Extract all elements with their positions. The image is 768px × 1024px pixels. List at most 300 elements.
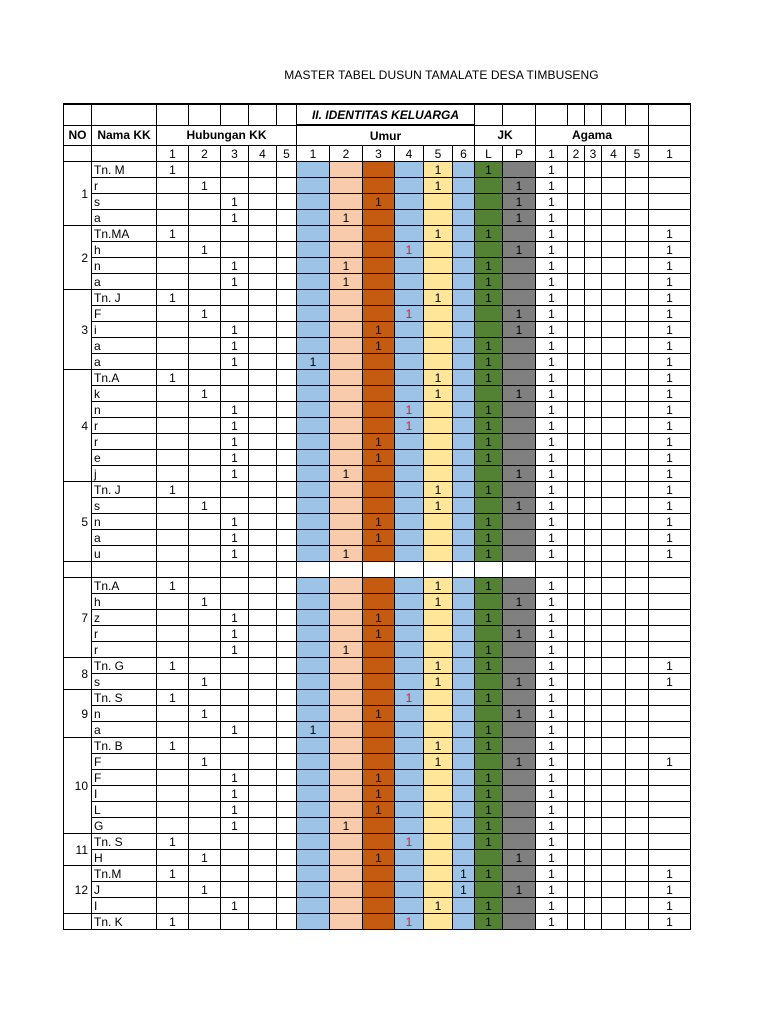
jk-p-cell [503, 834, 536, 850]
umur-cell [297, 610, 330, 626]
jk-l-cell [475, 498, 503, 514]
hubungan-cell [189, 578, 221, 594]
umur-cell [453, 498, 475, 514]
hubungan-cell [249, 610, 277, 626]
hubungan-cell [157, 642, 189, 658]
member-name: a [92, 338, 157, 354]
member-name: Tn.A [92, 370, 157, 386]
agama-cell [585, 402, 602, 418]
agama-cell: 1 [536, 210, 568, 226]
agama-cell [626, 690, 649, 706]
agama-cell [602, 610, 626, 626]
agama-cell [602, 722, 626, 738]
hubungan-cell [157, 674, 189, 690]
empty-cell [277, 562, 297, 578]
hubungan-cell [157, 306, 189, 322]
hubungan-cell [189, 914, 221, 930]
umur-cell [363, 354, 395, 370]
umur-cell [363, 418, 395, 434]
agama-cell [602, 658, 626, 674]
umur-cell: 1 [363, 514, 395, 530]
umur-cell [453, 306, 475, 322]
hubungan-cell [189, 802, 221, 818]
jk-p-cell [503, 786, 536, 802]
hubungan-cell [277, 802, 297, 818]
umur-cell [424, 322, 453, 338]
agama-cell [585, 754, 602, 770]
agama-cell [585, 802, 602, 818]
agama-cell [585, 290, 602, 306]
agama-cell [585, 578, 602, 594]
umur-cell: 1 [297, 722, 330, 738]
extra-cell [649, 642, 691, 658]
umur-cell [453, 258, 475, 274]
umur-cell [424, 258, 453, 274]
hubungan-cell [157, 786, 189, 802]
jk-l-cell: 1 [475, 530, 503, 546]
hubungan-cell [277, 274, 297, 290]
empty-cell [249, 562, 277, 578]
umur-cell [297, 482, 330, 498]
empty-cell [330, 562, 363, 578]
hubungan-cell [189, 482, 221, 498]
umur-cell [424, 546, 453, 562]
umur-cell: 1 [330, 818, 363, 834]
agama-cell [626, 850, 649, 866]
hubungan-cell [277, 402, 297, 418]
hubungan-cell [249, 370, 277, 386]
agama-cell: 1 [536, 594, 568, 610]
hubungan-cell [277, 914, 297, 930]
agama-cell: 1 [536, 834, 568, 850]
agama-cell [626, 530, 649, 546]
agama-cell [568, 850, 585, 866]
umur-cell [330, 882, 363, 898]
umur-cell [297, 834, 330, 850]
table-row [64, 834, 691, 850]
hubungan-cell [277, 450, 297, 466]
hubungan-cell [221, 706, 249, 722]
hubungan-cell [249, 802, 277, 818]
umur-cell [395, 754, 424, 770]
agama-cell [626, 866, 649, 882]
agama-cell [626, 898, 649, 914]
agama-cell [602, 178, 626, 194]
hubungan-cell [189, 722, 221, 738]
jk-p-cell [503, 434, 536, 450]
agama-cell [585, 242, 602, 258]
umur-cell: 1 [424, 674, 453, 690]
extra-cell: 1 [649, 258, 691, 274]
hubungan-cell [157, 258, 189, 274]
empty-cell [221, 562, 249, 578]
agama-cell [626, 226, 649, 242]
agama-cell [585, 690, 602, 706]
umur-cell [330, 658, 363, 674]
umur-cell: 1 [363, 850, 395, 866]
umur-cell: 1 [363, 530, 395, 546]
umur-cell [424, 242, 453, 258]
member-name: u [92, 546, 157, 562]
umur-cell [424, 690, 453, 706]
umur-cell: 1 [424, 754, 453, 770]
jk-l-cell: 1 [475, 338, 503, 354]
hubungan-cell [249, 882, 277, 898]
agama-cell [568, 658, 585, 674]
umur-cell [363, 466, 395, 482]
hubungan-cell [157, 770, 189, 786]
hubungan-cell: 1 [189, 594, 221, 610]
hubungan-cell [157, 818, 189, 834]
hubungan-cell [249, 322, 277, 338]
table-row [64, 370, 691, 386]
table-row [64, 178, 691, 194]
hubungan-cell [249, 546, 277, 562]
hubungan-cell [277, 530, 297, 546]
hubungan-cell [277, 162, 297, 178]
agama-cell [602, 706, 626, 722]
table-row [64, 258, 691, 274]
agama-cell: 1 [536, 674, 568, 690]
agama-cell [626, 418, 649, 434]
umur-cell [297, 914, 330, 930]
umur-cell [453, 418, 475, 434]
agama-cell [626, 178, 649, 194]
jk-p-cell [503, 914, 536, 930]
umur-cell [297, 706, 330, 722]
member-name: z [92, 610, 157, 626]
agama-cell [568, 210, 585, 226]
hubungan-cell [157, 514, 189, 530]
table-row [64, 338, 691, 354]
umur-cell [363, 882, 395, 898]
umur-cell [424, 402, 453, 418]
hubungan-cell [277, 754, 297, 770]
umur-cell [395, 210, 424, 226]
umur-cell [453, 210, 475, 226]
table-row [64, 162, 691, 178]
jk-p-cell: 1 [503, 194, 536, 210]
umur-cell [453, 226, 475, 242]
extra-cell [649, 210, 691, 226]
umur-cell [363, 370, 395, 386]
hubungan-cell [157, 322, 189, 338]
agama-cell [585, 482, 602, 498]
hubungan-cell: 1 [221, 418, 249, 434]
umur-cell: 1 [363, 626, 395, 642]
hubungan-cell: 1 [157, 690, 189, 706]
hubungan-cell: 1 [221, 642, 249, 658]
agama-cell [602, 194, 626, 210]
extra-cell: 1 [649, 658, 691, 674]
hubungan-cell [277, 306, 297, 322]
agama-cell: 1 [536, 754, 568, 770]
family-number: 12 [64, 866, 92, 914]
column-number: 4 [602, 146, 626, 162]
umur-cell [453, 322, 475, 338]
hubungan-cell: 1 [221, 466, 249, 482]
umur-cell [453, 338, 475, 354]
agama-cell [626, 210, 649, 226]
hubungan-cell [249, 530, 277, 546]
agama-cell [602, 546, 626, 562]
member-name: s [92, 674, 157, 690]
agama-cell: 1 [536, 370, 568, 386]
hubungan-cell [277, 674, 297, 690]
hubungan-cell [157, 418, 189, 434]
hubungan-cell [221, 866, 249, 882]
hubungan-cell [221, 498, 249, 514]
agama-cell [626, 594, 649, 610]
hubungan-cell [221, 674, 249, 690]
agama-cell [568, 610, 585, 626]
hubungan-cell [249, 338, 277, 354]
umur-cell: 1 [297, 354, 330, 370]
column-number: 3 [363, 146, 395, 162]
umur-cell [395, 738, 424, 754]
hubungan-cell [189, 434, 221, 450]
extra-cell: 1 [649, 338, 691, 354]
agama-cell: 1 [536, 306, 568, 322]
table-row [64, 450, 691, 466]
agama-cell [626, 754, 649, 770]
member-name: h [92, 242, 157, 258]
umur-cell [330, 786, 363, 802]
agama-cell [626, 306, 649, 322]
umur-cell [424, 834, 453, 850]
umur-cell [424, 914, 453, 930]
empty-cell [157, 562, 189, 578]
column-number: L [475, 146, 503, 162]
member-name: G [92, 818, 157, 834]
agama-cell [602, 818, 626, 834]
umur-cell [395, 626, 424, 642]
umur-cell: 1 [395, 242, 424, 258]
umur-cell [330, 834, 363, 850]
umur-cell [363, 178, 395, 194]
umur-cell [395, 162, 424, 178]
hubungan-cell [277, 178, 297, 194]
agama-cell [568, 530, 585, 546]
column-number: 6 [453, 146, 475, 162]
umur-cell: 1 [424, 578, 453, 594]
agama-cell [626, 498, 649, 514]
jk-l-cell: 1 [475, 162, 503, 178]
umur-cell [424, 818, 453, 834]
umur-cell [330, 738, 363, 754]
hubungan-cell: 1 [189, 498, 221, 514]
member-name: J [92, 882, 157, 898]
jk-l-cell: 1 [475, 738, 503, 754]
agama-cell [602, 418, 626, 434]
column-number: 2 [330, 146, 363, 162]
jk-p-cell [503, 642, 536, 658]
empty-cell [189, 562, 221, 578]
hubungan-cell [277, 210, 297, 226]
member-name: r [92, 626, 157, 642]
agama-cell: 1 [536, 706, 568, 722]
jk-l-cell: 1 [475, 770, 503, 786]
agama-cell [602, 162, 626, 178]
hubungan-cell [249, 194, 277, 210]
agama-cell [626, 258, 649, 274]
agama-cell [568, 354, 585, 370]
member-name: Tn. S [92, 834, 157, 850]
agama-cell [568, 642, 585, 658]
agama-cell: 1 [536, 914, 568, 930]
member-name: Tn.A [92, 578, 157, 594]
hubungan-cell [221, 882, 249, 898]
agama-cell [585, 818, 602, 834]
umur-cell [453, 706, 475, 722]
agama-cell [602, 770, 626, 786]
hubungan-cell [277, 258, 297, 274]
family-number: 10 [64, 738, 92, 834]
agama-cell [602, 626, 626, 642]
umur-cell [297, 178, 330, 194]
umur-cell [395, 786, 424, 802]
member-name: r [92, 434, 157, 450]
extra-cell: 1 [649, 754, 691, 770]
umur-cell [395, 178, 424, 194]
jk-p-cell [503, 722, 536, 738]
jk-l-cell: 1 [475, 434, 503, 450]
agama-cell [585, 434, 602, 450]
agama-cell: 1 [536, 802, 568, 818]
jk-l-cell [475, 594, 503, 610]
umur-cell [297, 882, 330, 898]
hubungan-cell [249, 498, 277, 514]
jk-p-cell [503, 370, 536, 386]
hubungan-cell [189, 210, 221, 226]
jk-p-cell [503, 690, 536, 706]
umur-header: Umur [297, 125, 475, 146]
agama-cell [568, 546, 585, 562]
umur-cell [424, 770, 453, 786]
umur-cell [330, 514, 363, 530]
agama-cell [626, 578, 649, 594]
umur-cell: 1 [330, 466, 363, 482]
umur-cell [363, 754, 395, 770]
extra-cell: 1 [649, 546, 691, 562]
hubungan-cell [157, 722, 189, 738]
hubungan-cell [249, 898, 277, 914]
table-row [64, 882, 691, 898]
umur-cell [363, 578, 395, 594]
hubungan-cell [277, 642, 297, 658]
hubungan-cell [157, 882, 189, 898]
hubungan-cell [277, 194, 297, 210]
table-row [64, 786, 691, 802]
agama-cell [602, 738, 626, 754]
agama-cell [585, 274, 602, 290]
umur-cell [395, 642, 424, 658]
umur-cell [453, 530, 475, 546]
umur-cell [297, 626, 330, 642]
umur-cell [424, 466, 453, 482]
hubungan-cell [221, 162, 249, 178]
extra-cell: 1 [649, 514, 691, 530]
umur-cell [395, 802, 424, 818]
umur-cell [363, 690, 395, 706]
agama-cell [626, 386, 649, 402]
umur-cell [297, 658, 330, 674]
umur-cell [363, 274, 395, 290]
agama-cell [602, 338, 626, 354]
hubungan-cell [277, 354, 297, 370]
agama-cell [568, 514, 585, 530]
jk-p-cell [503, 770, 536, 786]
extra-cell: 1 [649, 882, 691, 898]
jk-p-cell: 1 [503, 242, 536, 258]
member-name: Tn. J [92, 482, 157, 498]
hubungan-cell [189, 338, 221, 354]
umur-cell [363, 498, 395, 514]
hubungan-cell [277, 882, 297, 898]
extra-cell [649, 178, 691, 194]
umur-cell [330, 386, 363, 402]
agama-cell [568, 482, 585, 498]
umur-cell [424, 866, 453, 882]
extra-cell: 1 [649, 370, 691, 386]
agama-cell: 1 [536, 642, 568, 658]
hubungan-cell: 1 [221, 610, 249, 626]
hubungan-cell [249, 722, 277, 738]
hubungan-cell [249, 482, 277, 498]
agama-cell [602, 514, 626, 530]
hubungan-cell [221, 850, 249, 866]
agama-cell: 1 [536, 418, 568, 434]
umur-cell [363, 658, 395, 674]
hubungan-cell [277, 370, 297, 386]
agama-cell [602, 594, 626, 610]
jk-p-cell [503, 226, 536, 242]
agama-cell [626, 658, 649, 674]
column-number: 1 [536, 146, 568, 162]
table-row [64, 514, 691, 530]
member-name: n [92, 258, 157, 274]
hubungan-cell [277, 434, 297, 450]
jk-p-cell [503, 162, 536, 178]
agama-cell [568, 290, 585, 306]
hubungan-cell: 1 [221, 626, 249, 642]
umur-cell [453, 386, 475, 402]
extra-cell: 1 [649, 402, 691, 418]
umur-cell [395, 338, 424, 354]
agama-cell [568, 466, 585, 482]
hubungan-cell [277, 226, 297, 242]
hubungan-cell: 1 [189, 306, 221, 322]
agama-cell [585, 194, 602, 210]
jk-l-cell: 1 [475, 642, 503, 658]
umur-cell: 1 [363, 450, 395, 466]
table-row [64, 690, 691, 706]
hubungan-cell [157, 498, 189, 514]
hubungan-cell [189, 738, 221, 754]
hubungan-cell [277, 482, 297, 498]
umur-cell: 1 [363, 770, 395, 786]
jk-l-cell: 1 [475, 802, 503, 818]
agama-cell [602, 450, 626, 466]
jk-l-cell: 1 [475, 898, 503, 914]
extra-cell: 1 [649, 898, 691, 914]
agama-cell [568, 786, 585, 802]
umur-cell [297, 690, 330, 706]
table-row [64, 402, 691, 418]
hubungan-cell [189, 642, 221, 658]
hubungan-cell [157, 530, 189, 546]
umur-cell [395, 898, 424, 914]
